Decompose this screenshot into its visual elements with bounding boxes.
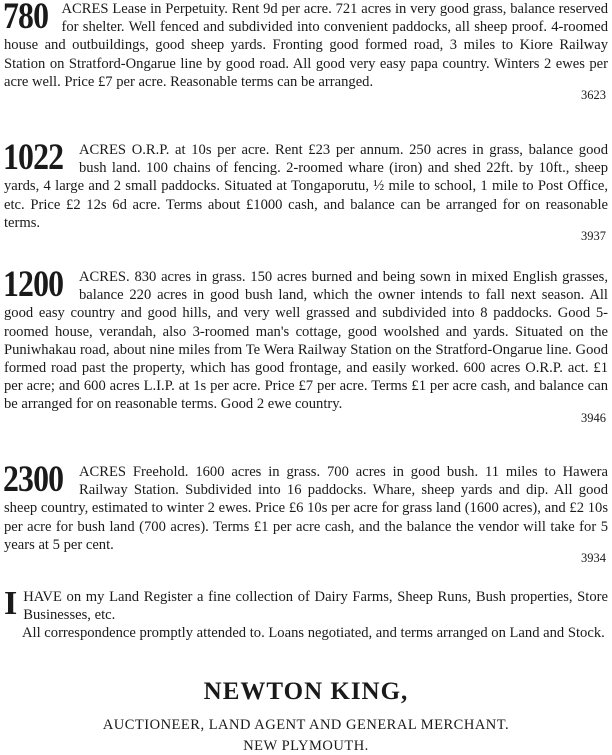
notice-dropcap: I bbox=[4, 585, 18, 622]
listing-text: ACRES. 830 acres in grass. 150 acres burned and being sown in mixed English grasses, balance 220 acres in good bush land, which the owner intends to fall next season. All good easy country and good hills, and very well grassed and subdivided into 8 paddocks. Good 5-roomed house, verandah, also 3-roomed man's cottage, good woolshed and yards. Situated on the Puniwhakau road, about nine miles from Te Wera Railway Station on the Stratford-Ongarue line. Good formed road past the property, which has good frontage, and easily worked. 600 acres O.R.P. act. £1 per acre; and 600 acres L.I.P. at 1s per acre. Price £7 per acre. Terms £1 per acre cash, and balance can be arranged for on reasonable terms. Good 2 ewe country. bbox=[4, 269, 608, 413]
listing-1200 bbox=[3, 264, 608, 425]
listing-ref: 3946 bbox=[581, 410, 606, 425]
listing-text: ACRES O.R.P. at 10s per acre. Rent £23 per annum. 250 acres in grass, balance good bush land. 100 chains of fencing. 2-roomed whare (iron) and shed 22ft. by 10ft., sheep yards, 4 large and 2 small paddocks. Situated at Tongaporutu, ½ mile to school, 1 mile to Post Office, etc. Price £2 12s 6d acre. Terms about £1000 cash, and balance can be arranged for on reasonable terms. bbox=[4, 142, 608, 231]
listing-2300 bbox=[3, 459, 608, 566]
listing-number: 780 bbox=[3, 0, 49, 37]
listing-ref: 3937 bbox=[581, 229, 606, 244]
listing-780 bbox=[4, 0, 608, 102]
land-register-notice bbox=[4, 585, 608, 643]
listing-1022 bbox=[3, 137, 608, 244]
listing-ref: 3623 bbox=[581, 88, 606, 103]
agent-location: NEW PLYMOUTH. bbox=[243, 738, 369, 754]
listing-number: 2300 bbox=[3, 459, 64, 500]
listing-ref: 3934 bbox=[581, 551, 606, 566]
notice-line-1: HAVE on my Land Register a fine collection of Dairy Farms, Sheep Runs, Bush properties, Store Businesses, etc. bbox=[23, 589, 608, 624]
agent-title: AUCTIONEER, LAND AGENT AND GENERAL MERCHANT. bbox=[102, 717, 510, 733]
listing-number: 1022 bbox=[3, 137, 64, 178]
listing-text: ACRES Lease in Perpetuity. Rent 9d per acre. 721 acres in very good grass, balance reserved for shelter. Well fenced and subdivided into convenient paddocks, all sheep proof. 4-roomed house and outbuildings, good sheep yards. Fronting good formed road, 3 miles to Kiore Railway Station on Stratford-Ongarue line by good road. All good very easy papa country. Winters 2 ewes per acre well. Price £7 per acre. Reasonable terms can be arranged. bbox=[4, 1, 608, 90]
listing-number: 1200 bbox=[3, 264, 64, 305]
listing-text: ACRES Freehold. 1600 acres in grass. 700 acres in good bush. 11 miles to Hawera Railway Station. Subdivided into 16 paddocks. Whare, sheep yards and dip. All good sheep country, estimated to winter 2 ewes. Price £6 10s per acre for grass land (1600 acres), and £2 10s per acre for bush land (700 acres). Terms £1 per acre cash, and the balance the vendor will take for 5 years at 5 per cent. bbox=[4, 464, 608, 553]
agent-name: NEWTON KING, bbox=[203, 678, 409, 705]
notice-line-2: All correspondence promptly attended to. Loans negotiated, and terms arranged on Land and Stock. bbox=[22, 625, 605, 642]
